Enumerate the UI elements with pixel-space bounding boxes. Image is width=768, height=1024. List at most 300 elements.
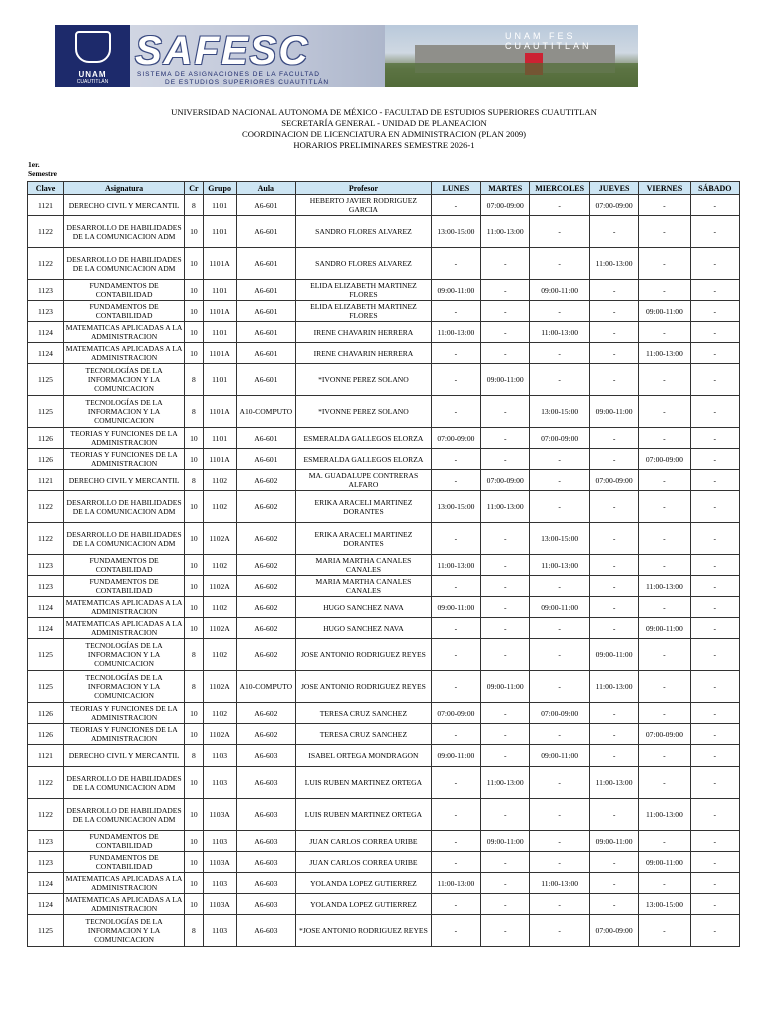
cell-grupo: 1103 [203,915,236,947]
cell-lunes: - [431,618,480,639]
cell-martes: - [481,618,530,639]
cell-asignatura: MATEMATICAS APLICADAS A LA ADMINISTRACION [63,322,184,343]
cell-martes: - [481,745,530,767]
cell-cr: 10 [185,322,203,343]
cell-lunes: 07:00-09:00 [431,428,480,449]
cell-viernes: - [639,195,690,216]
cell-miercoles: - [530,799,590,831]
cell-sabado: - [690,322,739,343]
cell-miercoles: 09:00-11:00 [530,280,590,301]
cell-asignatura: DESARROLLO DE HABILIDADES DE LA COMUNICACION ADM [63,799,184,831]
cell-cr: 10 [185,216,203,248]
cell-asignatura: FUNDAMENTOS DE CONTABILIDAD [63,831,184,852]
cell-sabado: - [690,449,739,470]
cell-viernes: - [639,523,690,555]
cell-asignatura: MATEMATICAS APLICADAS A LA ADMINISTRACION [63,894,184,915]
cell-lunes: - [431,894,480,915]
table-row [28,576,740,597]
table-row [28,364,740,396]
cell-lunes: 09:00-11:00 [431,280,480,301]
cell-sabado: - [690,703,739,724]
cell-lunes: - [431,248,480,280]
table-row [28,428,740,449]
cell-profesor: *IVONNE PEREZ SOLANO [296,396,432,428]
cell-aula: A6-603 [236,915,296,947]
cell-jueves: - [589,523,638,555]
cell-jueves: - [589,703,638,724]
cell-grupo: 1101A [203,449,236,470]
table-row [28,449,740,470]
cell-sabado: - [690,216,739,248]
table-header-row [28,182,740,195]
cell-martes: 09:00-11:00 [481,831,530,852]
table-row [28,280,740,301]
cell-grupo: 1103 [203,831,236,852]
cell-profesor: ESMERALDA GALLEGOS ELORZA [296,449,432,470]
table-row [28,831,740,852]
cell-aula: A6-602 [236,639,296,671]
table-row [28,523,740,555]
cell-clave: 1123 [28,852,64,873]
cell-cr: 10 [185,894,203,915]
cell-clave: 1125 [28,364,64,396]
cell-asignatura: TEORIAS Y FUNCIONES DE LA ADMINISTRACION [63,724,184,745]
cell-miercoles: 07:00-09:00 [530,428,590,449]
cell-martes: - [481,852,530,873]
cell-cr: 10 [185,523,203,555]
cell-profesor: JUAN CARLOS CORREA URIBE [296,831,432,852]
cell-lunes: 09:00-11:00 [431,745,480,767]
cell-lunes: - [431,523,480,555]
cell-cr: 10 [185,428,203,449]
table-row [28,343,740,364]
cell-martes: - [481,915,530,947]
cell-aula: A6-602 [236,576,296,597]
cell-cr: 8 [185,470,203,491]
cell-viernes: 09:00-11:00 [639,301,690,322]
cell-aula: A6-602 [236,618,296,639]
cell-lunes: - [431,767,480,799]
cell-aula: A10-COMPUTO [236,396,296,428]
banner-tagline-2: DE ESTUDIOS SUPERIORES CUAUTITLÁN [165,79,330,86]
col-clave: Clave [28,182,64,195]
cell-profesor: ELIDA ELIZABETH MARTINEZ FLORES [296,301,432,322]
cell-viernes: 07:00-09:00 [639,449,690,470]
cell-aula: A6-601 [236,301,296,322]
cell-profesor: ERIKA ARACELI MARTINEZ DORANTES [296,491,432,523]
cell-jueves: 09:00-11:00 [589,396,638,428]
cell-asignatura: DERECHO CIVIL Y MERCANTIL [63,745,184,767]
cell-profesor: ISABEL ORTEGA MONDRAGON [296,745,432,767]
cell-viernes: - [639,767,690,799]
cell-miercoles: - [530,301,590,322]
cell-asignatura: DESARROLLO DE HABILIDADES DE LA COMUNICACION ADM [63,767,184,799]
cell-profesor: MARIA MARTHA CANALES CANALES [296,576,432,597]
cell-jueves: - [589,555,638,576]
cell-cr: 8 [185,364,203,396]
cell-miercoles: - [530,216,590,248]
cell-aula: A6-602 [236,491,296,523]
cell-viernes: - [639,396,690,428]
cell-jueves: - [589,280,638,301]
cell-aula: A6-601 [236,195,296,216]
semester-label [28,160,57,178]
cell-clave: 1123 [28,555,64,576]
cell-viernes: - [639,491,690,523]
cell-martes: - [481,523,530,555]
cell-clave: 1126 [28,724,64,745]
cell-cr: 10 [185,491,203,523]
cell-profesor: *IVONNE PEREZ SOLANO [296,364,432,396]
cell-asignatura: MATEMATICAS APLICADAS A LA ADMINISTRACION [63,873,184,894]
cell-sabado: - [690,576,739,597]
cell-cr: 10 [185,248,203,280]
cell-asignatura: TEORIAS Y FUNCIONES DE LA ADMINISTRACION [63,449,184,470]
cell-grupo: 1103A [203,852,236,873]
cell-cr: 8 [185,671,203,703]
cell-asignatura: MATEMATICAS APLICADAS A LA ADMINISTRACION [63,597,184,618]
cell-martes: - [481,301,530,322]
cell-grupo: 1101 [203,195,236,216]
cell-clave: 1124 [28,894,64,915]
semester-line-1: 1er. [28,160,40,169]
cell-jueves: - [589,322,638,343]
cell-profesor: YOLANDA LOPEZ GUTIERREZ [296,894,432,915]
cell-viernes: - [639,639,690,671]
cell-aula: A6-601 [236,428,296,449]
cell-miercoles: - [530,248,590,280]
cell-jueves: 09:00-11:00 [589,831,638,852]
cell-aula: A6-603 [236,745,296,767]
cell-sabado: - [690,799,739,831]
cell-lunes: - [431,915,480,947]
cell-viernes: - [639,248,690,280]
cell-lunes: - [431,576,480,597]
cell-profesor: YOLANDA LOPEZ GUTIERREZ [296,873,432,894]
cell-cr: 10 [185,703,203,724]
cell-miercoles: 11:00-13:00 [530,322,590,343]
col-viernes: VIERNES [639,182,690,195]
cell-asignatura: TECNOLOGÍAS DE LA INFORMACION Y LA COMUNICACION [63,671,184,703]
cell-aula: A6-602 [236,724,296,745]
cell-grupo: 1102 [203,703,236,724]
cell-asignatura: DESARROLLO DE HABILIDADES DE LA COMUNICACION ADM [63,523,184,555]
cell-lunes: - [431,364,480,396]
cell-viernes: - [639,555,690,576]
cell-asignatura: TECNOLOGÍAS DE LA INFORMACION Y LA COMUNICACION [63,364,184,396]
cell-grupo: 1101 [203,322,236,343]
cell-aula: A6-601 [236,322,296,343]
cell-grupo: 1102 [203,555,236,576]
cell-aula: A6-602 [236,703,296,724]
cell-aula: A6-602 [236,470,296,491]
col-grupo: Grupo [203,182,236,195]
cell-clave: 1123 [28,576,64,597]
cell-clave: 1126 [28,428,64,449]
cell-jueves: - [589,343,638,364]
cell-martes: - [481,396,530,428]
cell-martes: - [481,449,530,470]
cell-miercoles: - [530,639,590,671]
cell-martes: - [481,597,530,618]
cell-cr: 10 [185,301,203,322]
cell-aula: A6-602 [236,555,296,576]
col-martes: MARTES [481,182,530,195]
cell-sabado: - [690,470,739,491]
cell-sabado: - [690,301,739,322]
cell-grupo: 1102A [203,618,236,639]
cell-clave: 1123 [28,301,64,322]
cell-jueves: 11:00-13:00 [589,767,638,799]
table-row [28,322,740,343]
cell-martes: - [481,639,530,671]
cell-aula: A6-603 [236,767,296,799]
cell-sabado: - [690,767,739,799]
cell-jueves: - [589,894,638,915]
cell-lunes: - [431,639,480,671]
cell-asignatura: TECNOLOGÍAS DE LA INFORMACION Y LA COMUNICACION [63,639,184,671]
cell-sabado: - [690,428,739,449]
cell-clave: 1121 [28,470,64,491]
cell-martes: 07:00-09:00 [481,470,530,491]
cell-profesor: SANDRO FLORES ALVAREZ [296,216,432,248]
campus-trees [385,63,638,87]
cell-aula: A10-COMPUTO [236,671,296,703]
cell-cr: 10 [185,831,203,852]
cell-grupo: 1103 [203,745,236,767]
cell-clave: 1125 [28,915,64,947]
cell-clave: 1122 [28,523,64,555]
table-row [28,491,740,523]
cell-aula: A6-602 [236,597,296,618]
table-row [28,703,740,724]
cell-jueves: - [589,618,638,639]
cell-aula: A6-603 [236,831,296,852]
cell-cr: 10 [185,555,203,576]
cell-sabado: - [690,724,739,745]
cell-miercoles: - [530,576,590,597]
cell-asignatura: DERECHO CIVIL Y MERCANTIL [63,195,184,216]
cell-viernes: - [639,597,690,618]
cell-asignatura: FUNDAMENTOS DE CONTABILIDAD [63,555,184,576]
cell-grupo: 1102A [203,724,236,745]
cell-grupo: 1101A [203,301,236,322]
unam-logo [65,31,120,71]
table-row [28,767,740,799]
cell-grupo: 1102 [203,491,236,523]
cell-sabado: - [690,915,739,947]
cell-viernes: 11:00-13:00 [639,343,690,364]
cell-lunes: 11:00-13:00 [431,322,480,343]
cell-martes: - [481,724,530,745]
cell-viernes: - [639,470,690,491]
cell-clave: 1122 [28,767,64,799]
cell-martes: 11:00-13:00 [481,216,530,248]
cell-viernes: 07:00-09:00 [639,724,690,745]
cell-clave: 1126 [28,449,64,470]
cell-viernes: - [639,280,690,301]
cell-miercoles: - [530,767,590,799]
cell-jueves: - [589,745,638,767]
cell-jueves: - [589,364,638,396]
col-cr: Cr [185,182,203,195]
cell-jueves: - [589,449,638,470]
cell-miercoles: 09:00-11:00 [530,597,590,618]
cell-asignatura: TEORIAS Y FUNCIONES DE LA ADMINISTRACION [63,428,184,449]
cell-miercoles: 07:00-09:00 [530,703,590,724]
cell-viernes: - [639,703,690,724]
cell-viernes: - [639,745,690,767]
col-miercoles: MIERCOLES [530,182,590,195]
cell-grupo: 1101A [203,343,236,364]
cell-clave: 1123 [28,831,64,852]
cell-viernes: - [639,364,690,396]
table-row [28,873,740,894]
cell-miercoles: - [530,671,590,703]
col-jueves: JUEVES [589,182,638,195]
cell-clave: 1121 [28,195,64,216]
cell-asignatura: FUNDAMENTOS DE CONTABILIDAD [63,576,184,597]
cell-asignatura: DESARROLLO DE HABILIDADES DE LA COMUNICACION ADM [63,216,184,248]
cell-viernes: - [639,428,690,449]
cell-sabado: - [690,873,739,894]
cell-grupo: 1103A [203,799,236,831]
cell-cr: 10 [185,873,203,894]
cell-clave: 1125 [28,396,64,428]
table-row [28,639,740,671]
cell-lunes: 07:00-09:00 [431,703,480,724]
header-line-3: COORDINACION DE LICENCIATURA EN ADMINISTRACION (PLAN 2009) [241,129,527,139]
col-profesor: Profesor [296,182,432,195]
cell-jueves: 07:00-09:00 [589,195,638,216]
cell-lunes: - [431,301,480,322]
banner-tagline-1: SISTEMA DE ASIGNACIONES DE LA FACULTAD [137,71,320,78]
header-banner [55,25,638,87]
cell-asignatura: TEORIAS Y FUNCIONES DE LA ADMINISTRACION [63,703,184,724]
cell-viernes: 11:00-13:00 [639,576,690,597]
cell-viernes: - [639,831,690,852]
cell-jueves: 07:00-09:00 [589,915,638,947]
cell-lunes: - [431,396,480,428]
cell-aula: A6-603 [236,799,296,831]
cell-viernes: 11:00-13:00 [639,799,690,831]
col-lunes: LUNES [431,182,480,195]
cell-profesor: LUIS RUBEN MARTINEZ ORTEGA [296,767,432,799]
cell-cr: 8 [185,915,203,947]
cell-profesor: ELIDA ELIZABETH MARTINEZ FLORES [296,280,432,301]
table-row [28,555,740,576]
cell-miercoles: - [530,449,590,470]
cell-lunes: - [431,724,480,745]
cell-sabado: - [690,523,739,555]
campus-label: UNAM FES CUAUTITLAN [505,31,592,51]
cell-viernes: - [639,322,690,343]
cell-cr: 8 [185,639,203,671]
cell-martes: - [481,703,530,724]
cell-grupo: 1103 [203,873,236,894]
cell-viernes: - [639,873,690,894]
cell-martes: - [481,343,530,364]
table-row [28,852,740,873]
cell-lunes: - [431,799,480,831]
cell-aula: A6-602 [236,523,296,555]
cell-clave: 1125 [28,671,64,703]
cell-grupo: 1103A [203,894,236,915]
cell-jueves: - [589,576,638,597]
cell-martes: 09:00-11:00 [481,364,530,396]
cell-profesor: ESMERALDA GALLEGOS ELORZA [296,428,432,449]
cell-viernes: - [639,216,690,248]
cell-martes: - [481,576,530,597]
cell-sabado: - [690,491,739,523]
cell-sabado: - [690,280,739,301]
cell-clave: 1124 [28,343,64,364]
cell-profesor: SANDRO FLORES ALVAREZ [296,248,432,280]
cell-asignatura: DESARROLLO DE HABILIDADES DE LA COMUNICACION ADM [63,248,184,280]
schedule-body [28,195,740,947]
col-sabado: SÁBADO [690,182,739,195]
cell-profesor: JOSE ANTONIO RODRIGUEZ REYES [296,639,432,671]
cell-profesor: IRENE CHAVARIN HERRERA [296,343,432,364]
cell-martes: 09:00-11:00 [481,671,530,703]
cell-lunes: 11:00-13:00 [431,555,480,576]
cell-grupo: 1102 [203,470,236,491]
cell-clave: 1123 [28,280,64,301]
schedule-table [27,181,740,947]
header-line-2: SECRETARÍA GENERAL - UNIDAD DE PLANEACION [281,118,487,128]
header-line-4: HORARIOS PRELIMINARES SEMESTRE 2026-1 [293,140,475,150]
cell-miercoles: - [530,894,590,915]
cell-miercoles: 11:00-13:00 [530,873,590,894]
cell-profesor: MA. GUADALUPE CONTRERAS ALFARO [296,470,432,491]
table-row [28,216,740,248]
table-row [28,470,740,491]
cell-clave: 1124 [28,597,64,618]
cell-sabado: - [690,618,739,639]
cell-asignatura: DERECHO CIVIL Y MERCANTIL [63,470,184,491]
table-row [28,301,740,322]
cell-grupo: 1101 [203,280,236,301]
cell-martes: - [481,873,530,894]
table-row [28,248,740,280]
cell-grupo: 1102 [203,639,236,671]
cell-jueves: - [589,301,638,322]
col-aula: Aula [236,182,296,195]
cell-grupo: 1101 [203,216,236,248]
cell-cr: 8 [185,396,203,428]
cell-martes: - [481,428,530,449]
cell-sabado: - [690,248,739,280]
table-row [28,799,740,831]
table-row [28,724,740,745]
cell-jueves: 11:00-13:00 [589,248,638,280]
cell-miercoles: - [530,618,590,639]
cell-aula: A6-601 [236,449,296,470]
cell-jueves: - [589,216,638,248]
cell-sabado: - [690,597,739,618]
cell-grupo: 1102 [203,597,236,618]
cell-martes: - [481,799,530,831]
unam-label: UNAM [78,70,107,79]
cell-martes: 11:00-13:00 [481,767,530,799]
cell-miercoles: 13:00-15:00 [530,523,590,555]
cell-cr: 8 [185,195,203,216]
cell-aula: A6-603 [236,894,296,915]
cell-martes: - [481,894,530,915]
cell-cr: 10 [185,449,203,470]
cell-martes: - [481,555,530,576]
semester-line-2: Semestre [28,169,58,178]
